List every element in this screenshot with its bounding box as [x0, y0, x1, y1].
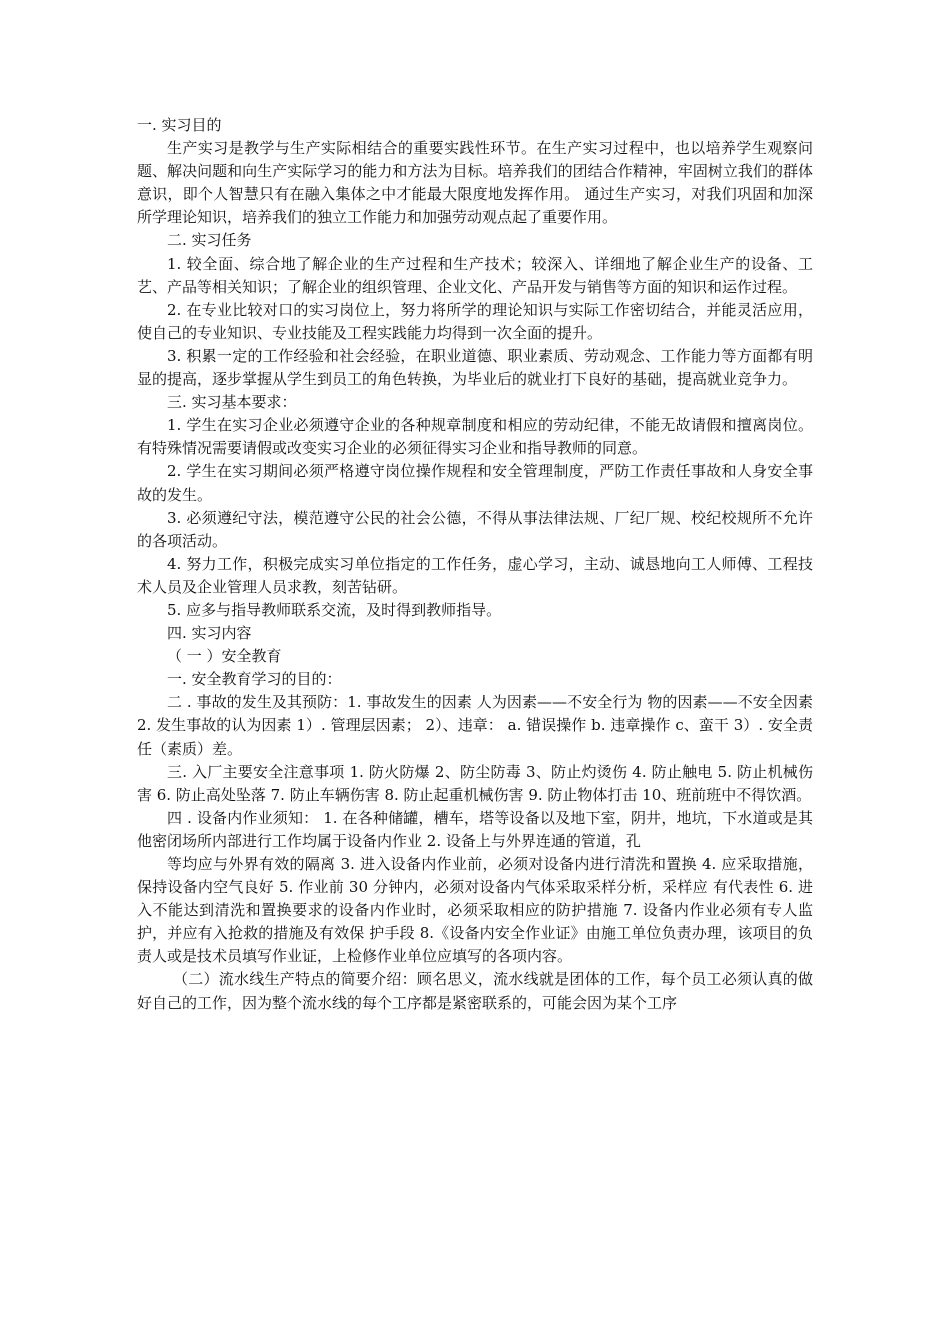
section-heading-purpose: 一. 实习目的 [137, 116, 222, 134]
subheading-safety-education: （ 一 ）安全教育 [167, 647, 282, 666]
paragraph-task-1: 1. 较全面、综合地了解企业的生产过程和生产技术；较深入、详细地了解企业生产的设备、工艺、产品等相关知识；了解企业的组织管理、企业文化、产品开发与销售等方面的知识和运作过程。 [137, 254, 813, 296]
paragraph-equipment-work: 四 . 设备内作业须知： 1. 在各种储罐，槽车，塔等设备以及地下室，阴井，地坑，下水道或是其他密闭场所内部进行工作均属于设备内作业 2. 设备上与外界连通的管道，孔 [137, 808, 813, 850]
paragraph-requirement-4: 4. 努力工作，积极完成实习单位指定的工作任务，虚心学习，主动、诚恳地向工人师傅、工程技术人员及企业管理人员求教，刻苦钻研。 [137, 554, 813, 596]
paragraph-requirement-1: 1. 学生在实习企业必须遵守企业的各种规章制度和相应的劳动纪律，不能无故请假和擅离岗位。有特殊情况需要请假或改变实习企业的必须征得实习企业和指导教师的同意。 [137, 416, 813, 458]
paragraph-safety-purpose: 一. 安全教育学习的目的： [167, 670, 342, 689]
section-heading-requirements: 三. 实习基本要求： [167, 393, 297, 412]
document-page [137, 114, 813, 1015]
paragraph-accident-prevention: 二 . 事故的发生及其预防：1. 事故发生的因素 人为因素——不安全行为 物的因素——不安全因素 2. 发生事故的认为因素 1）. 管理层因素； 2）、违章： a. 错误操作 b. 违章操作 c、蛮干 3）. 安全责任（素质）差。 [137, 693, 813, 758]
paragraph-equipment-work-cont: 等均应与外界有效的隔离 3. 进入设备内作业前，必须对设备内进行清洗和置换 4. 应采取措施，保持设备内空气良好 5. 作业前 30 分钟内，必须对设备内气体采取采样分析，采样应 有代表性 6. 进入不能达到清洗和置换要求的设备内作业时，必须采取相应的防护措施 7. 设备内作业必须有专人监护，并应有入抢救的措施及有效保 护手段 8.《设备内安全作业证》由施工单位负责办理，该项目的负责人或是技术员填写作业证，上检修作业单位应填写的各项内容。 [137, 855, 813, 966]
paragraph-purpose: 生产实习是教学与生产实际相结合的重要实践性环节。在生产实习过程中，也以培养学生观察问题、解决问题和向生产实际学习的能力和方法为目标。培养我们的团结合作精神，牢固树立我们的群体意识，即个人智慧只有在融入集体之中才能最大限度地发挥作用。 通过生产实习，对我们巩固和加深所学理论知识，培养我们的独立工作能力和加强劳动观点起了重要作用。 [137, 139, 813, 227]
paragraph-task-3: 3. 积累一定的工作经验和社会经验，在职业道德、职业素质、劳动观念、工作能力等方面都有明显的提高，逐步掌握从学生到员工的角色转换，为毕业后的就业打下良好的基础，提高就业竞争力。 [137, 346, 813, 389]
paragraph-assembly-line: （二）流水线生产特点的简要介绍：顾名思义，流水线就是团体的工作，每个员工必须认真的做好自己的工作，因为整个流水线的每个工序都是紧密联系的，可能会因为某个工序 [137, 970, 813, 1012]
paragraph-factory-safety: 三. 入厂主要安全注意事项 1. 防火防爆 2、防尘防毒 3、防止灼烫伤 4. 防止触电 5. 防止机械伤害 6. 防止高处坠落 7. 防止车辆伤害 8. 防止起重机械伤害 9. 防止物体打击 10、班前班中不得饮酒。 [137, 762, 813, 804]
section-heading-content: 四. 实习内容 [167, 624, 252, 643]
paragraph-task-2: 2. 在专业比较对口的实习岗位上，努力将所学的理论知识与实际工作密切结合，并能灵活应用，使自己的专业知识、专业技能及工程实践能力均得到一次全面的提升。 [137, 300, 813, 342]
paragraph-requirement-2: 2. 学生在实习期间必须严格遵守岗位操作规程和安全管理制度，严防工作责任事故和人身安全事故的发生。 [137, 462, 813, 504]
paragraph-requirement-5: 5. 应多与指导教师联系交流，及时得到教师指导。 [167, 600, 502, 619]
paragraph-requirement-3: 3. 必须遵纪守法，模范遵守公民的社会公德，不得从事法律法规、厂纪厂规、校纪校规所不允许的各项活动。 [137, 508, 813, 550]
section-heading-tasks: 二. 实习任务 [167, 231, 252, 250]
